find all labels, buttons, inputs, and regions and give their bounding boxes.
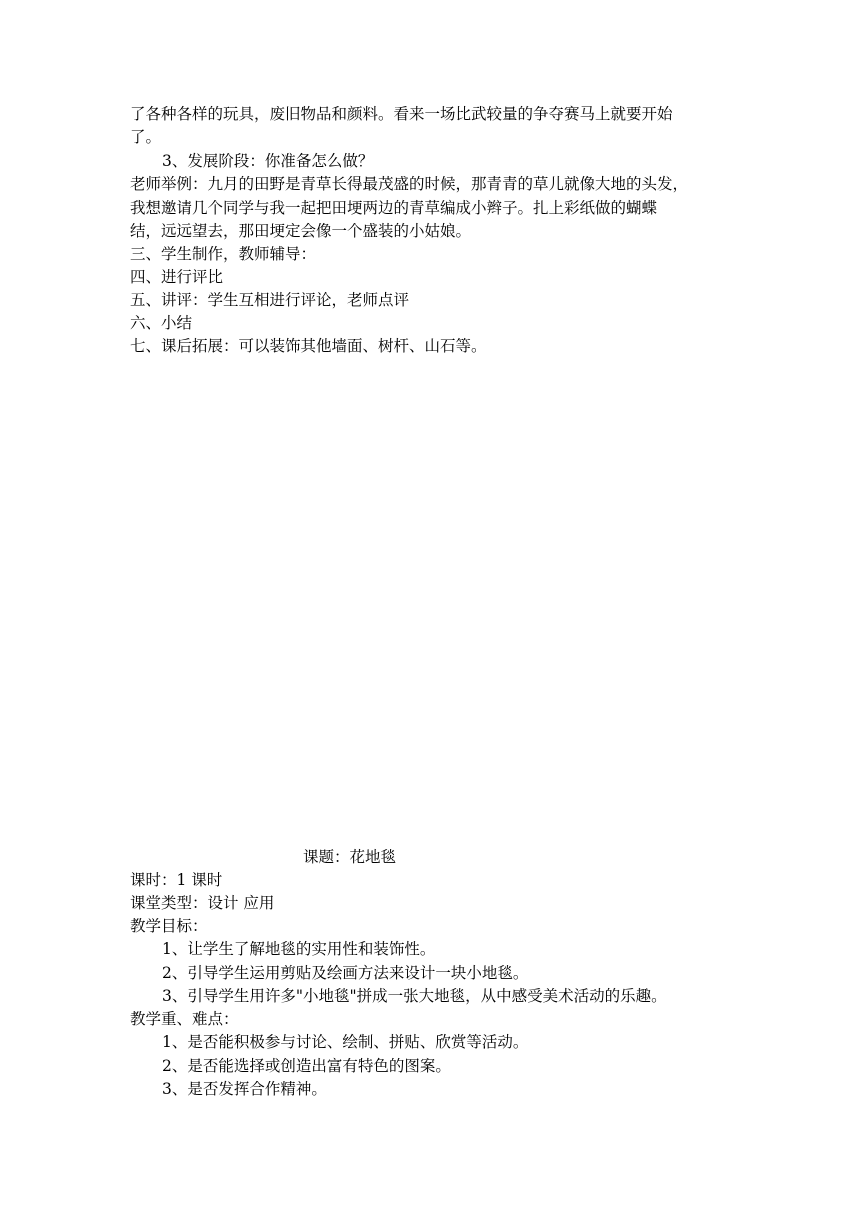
text-line: 教学重、难点：: [130, 1010, 239, 1028]
text-line: 了各种各样的玩具，废旧物品和颜料。看来一场比武较量的争夺赛马上就要开始: [130, 105, 673, 123]
text-line: 五、讲评：学生互相进行评论，老师点评: [130, 291, 410, 309]
text-line: 四、进行评比: [130, 268, 224, 286]
text-line: 3、引导学生用许多"小地毯"拼成一张大地毯，从中感受美术活动的乐趣。: [162, 987, 667, 1005]
text-line: 1、让学生了解地毯的实用性和装饰性。: [162, 940, 436, 958]
text-line: 3、发展阶段：你准备怎么做？: [162, 152, 374, 170]
text-line: 我想邀请几个同学与我一起把田埂两边的青草编成小辫子。扎上彩纸做的蝴蝶: [130, 199, 658, 217]
text-line: 1、是否能积极参与讨论、绘制、拼贴、欣赏等活动。: [162, 1033, 529, 1051]
text-line: 课堂类型：设计 应用: [130, 894, 275, 912]
text-line: 七、课后拓展：可以装饰其他墙面、树杆、山石等。: [130, 337, 487, 355]
text-line: 老师举例：九月的田野是青草长得最茂盛的时候，那青青的草儿就像大地的头发，: [130, 175, 689, 193]
lesson-title: 课题：花地毯: [303, 848, 397, 866]
text-line: 六、小结: [130, 314, 193, 332]
text-line: 3、是否发挥合作精神。: [162, 1080, 327, 1098]
text-line: 2、是否能选择或创造出富有特色的图案。: [162, 1057, 451, 1075]
text-line: 三、学生制作，教师辅导：: [130, 245, 317, 263]
text-line: 2、引导学生运用剪贴及绘画方法来设计一块小地毯。: [162, 964, 529, 982]
text-line: 教学目标：: [130, 917, 208, 935]
text-line: 结，远远望去，那田埂定会像一个盛装的小姑娘。: [130, 222, 472, 240]
text-line: 了。: [130, 128, 162, 146]
text-line: 课时：1 课时: [130, 871, 223, 889]
